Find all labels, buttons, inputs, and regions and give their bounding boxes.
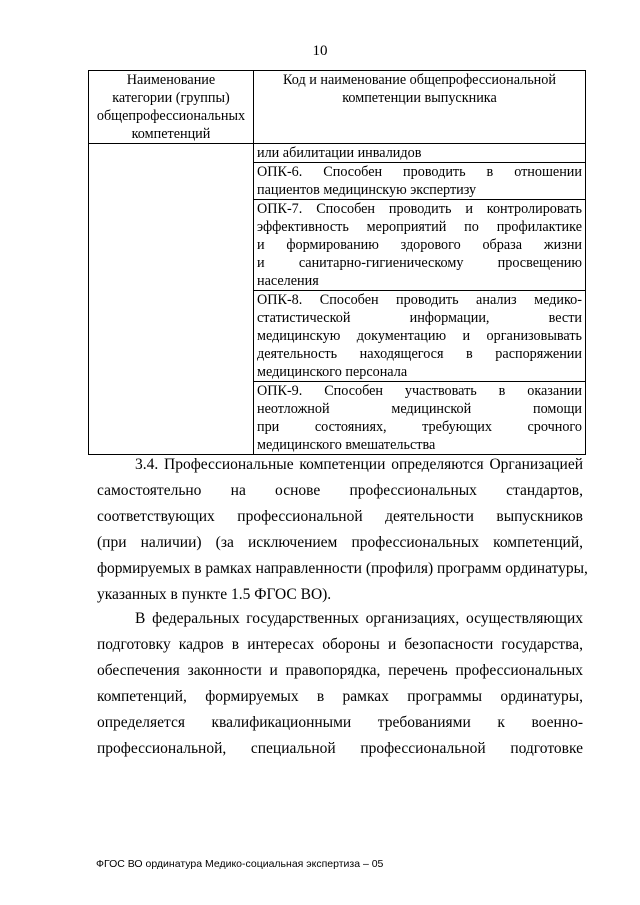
header-category-line: категории (группы) bbox=[112, 90, 230, 106]
table-row bbox=[89, 144, 586, 163]
cell-line: статистической информации, вести bbox=[257, 310, 582, 326]
paragraph-line: (при наличии) (за исключением профессиональных компетенций, bbox=[97, 534, 583, 551]
paragraph-line: профессиональной, специальной профессиональной подготовке bbox=[97, 740, 583, 757]
header-competence-line: Код и наименование общепрофессиональной bbox=[283, 72, 556, 88]
paragraph-line: В федеральных государственных организациях, осуществляющих bbox=[135, 610, 583, 627]
paragraph-line: компетенций, формируемых в рамках программы ординатуры, bbox=[97, 688, 583, 705]
table-header-row bbox=[89, 71, 586, 144]
competence-cell bbox=[254, 382, 586, 455]
competence-cell bbox=[254, 144, 586, 163]
competence-cell bbox=[254, 163, 586, 200]
paragraph-line: соответствующих профессиональной деятельности выпускников bbox=[97, 508, 583, 525]
cell-line: ОПК-9. Способен участвовать в оказании bbox=[257, 383, 582, 399]
paragraph-line: 3.4. Профессиональные компетенции определяются Организацией bbox=[135, 456, 583, 473]
cell-line: и формированию здорового образа жизни bbox=[257, 237, 582, 253]
header-category bbox=[89, 71, 254, 144]
cell-line: медицинского вмешательства bbox=[257, 437, 436, 453]
cell-line: и санитарно-гигиеническому просвещению bbox=[257, 255, 582, 271]
competence-cell bbox=[254, 200, 586, 291]
cell-line: населения bbox=[257, 273, 319, 289]
cell-line: деятельность находящегося в распоряжении bbox=[257, 346, 582, 362]
cell-line: ОПК-7. Способен проводить и контролировать bbox=[257, 201, 582, 217]
header-competence-line: компетенции выпускника bbox=[342, 90, 497, 106]
cell-line: или абилитации инвалидов bbox=[257, 145, 422, 161]
header-category-line: Наименование bbox=[126, 72, 216, 88]
cell-line: эффективность мероприятий по профилактике bbox=[257, 219, 582, 235]
document-footer: ФГОС ВО ординатура Медико-социальная экспертиза – 05 bbox=[96, 858, 384, 870]
competence-table bbox=[88, 70, 586, 455]
header-competence bbox=[254, 71, 586, 144]
paragraph-line: определяется квалификационными требованиями к военно- bbox=[97, 714, 583, 731]
header-category-line: компетенций bbox=[131, 126, 211, 142]
paragraph-federal-organizations bbox=[97, 606, 583, 762]
category-cell bbox=[89, 144, 254, 455]
header-category-line: общепрофессиональных bbox=[96, 108, 246, 124]
cell-line: ОПК-6. Способен проводить в отношении bbox=[257, 164, 582, 180]
paragraph-line: формируемых в рамках направленности (профиля) программ ординатуры, bbox=[97, 560, 588, 577]
paragraph-line: обеспечения законности и правопорядка, перечень профессиональных bbox=[97, 662, 583, 679]
page-number: 10 bbox=[312, 43, 328, 59]
paragraph-professional-competencies bbox=[97, 452, 588, 608]
cell-line: медицинскую документацию и организовывать bbox=[257, 328, 582, 344]
competence-cell bbox=[254, 291, 586, 382]
cell-line: неотложной медицинской помощи bbox=[257, 401, 582, 417]
paragraph-line: подготовку кадров в интересах обороны и безопасности государства, bbox=[97, 636, 583, 653]
cell-line: ОПК-8. Способен проводить анализ медико- bbox=[257, 292, 582, 308]
cell-line: при состояниях, требующих срочного bbox=[257, 419, 582, 435]
cell-line: пациентов медицинскую экспертизу bbox=[257, 182, 477, 198]
cell-line: медицинского персонала bbox=[257, 364, 408, 380]
paragraph-line: самостоятельно на основе профессиональных стандартов, bbox=[97, 482, 583, 499]
paragraph-line: указанных в пункте 1.5 ФГОС ВО). bbox=[97, 586, 332, 603]
